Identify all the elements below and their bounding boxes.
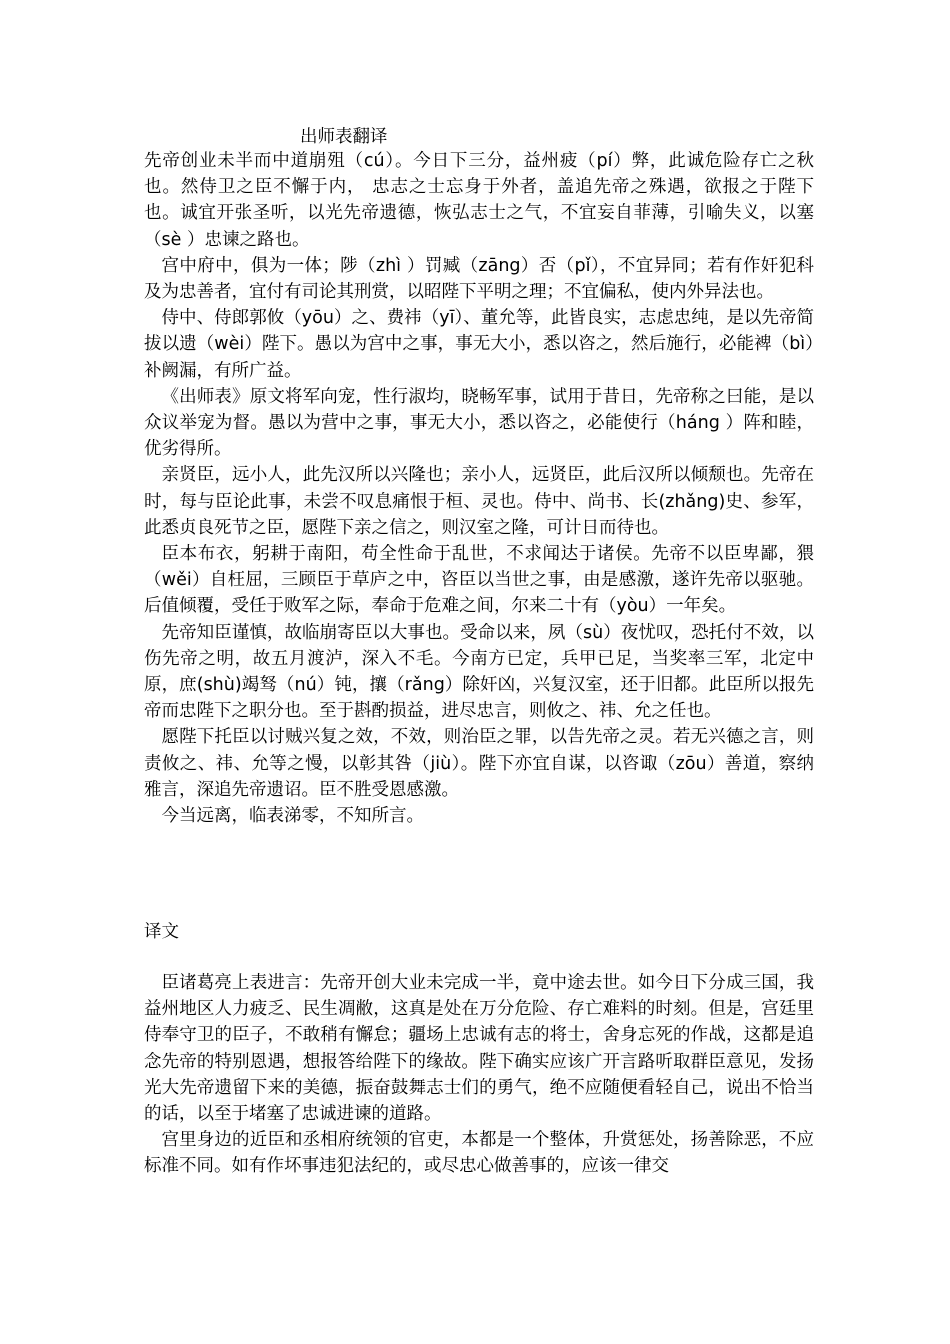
original-paragraph-7: 先帝知臣谨慎，故临崩寄臣以大事也。受命以来，夙（sù）夜忧叹，恐托付不效，以伤先帝之明，故五月渡泸，深入不毛。今南方已定，兵甲已足，当奖率三军，北定中原，庶(shù)竭驽（nú）钝，攘（rǎng）除奸凶，兴复汉室，还于旧都。此臣所以报先帝而忠陛下之职分也。至于斟酌损益，进尽忠言，则攸之、祎、允之任也。	[144, 622, 814, 722]
translation-paragraph-2: 宫里身边的近臣和丞相府统领的官吏，本都是一个整体，升赏惩处，扬善除恶，不应标准不同。如有作坏事违犯法纪的，或尽忠心做善事的，应该一律交	[144, 1130, 814, 1177]
original-paragraph-3: 侍中、侍郎郭攸（yōu）之、费祎（yī）、董允等，此皆良实，志虑忠纯，是以先帝简拔以遗（wèi）陛下。愚以为宫中之事，事无大小，悉以咨之，然后施行，必能裨（bì）补阙漏，有所广益。	[144, 308, 814, 381]
original-paragraph-2: 宫中府中，俱为一体；陟（zhì ）罚臧（zāng）否（pǐ），不宜异同；若有作奸犯科及为忠善者，宜付有司论其刑赏，以昭陛下平明之理；不宜偏私，使内外异法也。	[144, 255, 814, 303]
document-title: 出师表翻译	[300, 127, 388, 147]
original-paragraph-5: 亲贤臣，远小人，此先汉所以兴隆也；亲小人，远贤臣，此后汉所以倾颓也。先帝在时，每与臣论此事，未尝不叹息痛恨于桓、灵也。侍中、尚书、长(zhǎng)史、参军，此悉贞良死节之臣，愿陛下亲之信之，则汉室之隆，可计日而待也。	[144, 465, 814, 538]
original-paragraph-8: 愿陛下托臣以讨贼兴复之效，不效，则治臣之罪，以告先帝之灵。若无兴德之言，则责攸之、祎、允等之慢，以彰其咎（jiù）。陛下亦宜自谋，以咨诹（zōu）善道，察纳雅言，深追先帝遗诏。臣不胜受恩感激。	[144, 727, 814, 800]
original-text	[144, 148, 814, 829]
translation-heading: 译文	[144, 922, 179, 942]
original-paragraph-1: 先帝创业未半而中道崩殂（cú）。今日下三分，益州疲（pí）弊，此诚危险存亡之秋也。然侍卫之臣不懈于内， 忠志之士忘身于外者，盖追先帝之殊遇，欲报之于陛下也。诚宜开张圣听，以光先帝遗德，恢弘志士之气，不宜妄自菲薄，引喻失义，以塞（sè ）忠谏之路也。	[144, 151, 814, 250]
original-paragraph-6: 臣本布衣，躬耕于南阳，苟全性命于乱世，不求闻达于诸侯。先帝不以臣卑鄙，猥（wěi）自枉屈，三顾臣于草庐之中，咨臣以当世之事，由是感激，遂许先帝以驱驰。后值倾覆，受任于败军之际，奉命于危难之间，尔来二十有（yòu）一年矣。	[144, 544, 814, 617]
translation-paragraph-1: 臣诸葛亮上表进言：先帝开创大业未完成一半，竟中途去世。如今日下分成三国，我益州地区人力疲乏、民生凋敝，这真是处在万分危险、存亡难料的时刻。但是，宫廷里侍奉守卫的臣子，不敢稍有懈怠；疆场上忠诚有志的将士，舍身忘死的作战，这都是追念先帝的特别恩遇，想报答给陛下的缘故。陛下确实应该广开言路听取群臣意见，发扬光大先帝遗留下来的美德，振奋鼓舞志士们的勇气，绝不应随便看轻自己，说出不恰当的话，以至于堵塞了忠诚进谏的道路。	[144, 973, 814, 1125]
translation-text	[144, 970, 814, 1180]
original-paragraph-9: 今当远离，临表涕零，不知所言。	[161, 806, 424, 827]
original-paragraph-4: 《出师表》原文将军向宠，性行淑均，晓畅军事，试用于昔日，先帝称之曰能，是以众议举宠为督。愚以为营中之事，事无大小，悉以咨之，必能使行（háng ）阵和睦，优劣得所。	[144, 386, 814, 460]
